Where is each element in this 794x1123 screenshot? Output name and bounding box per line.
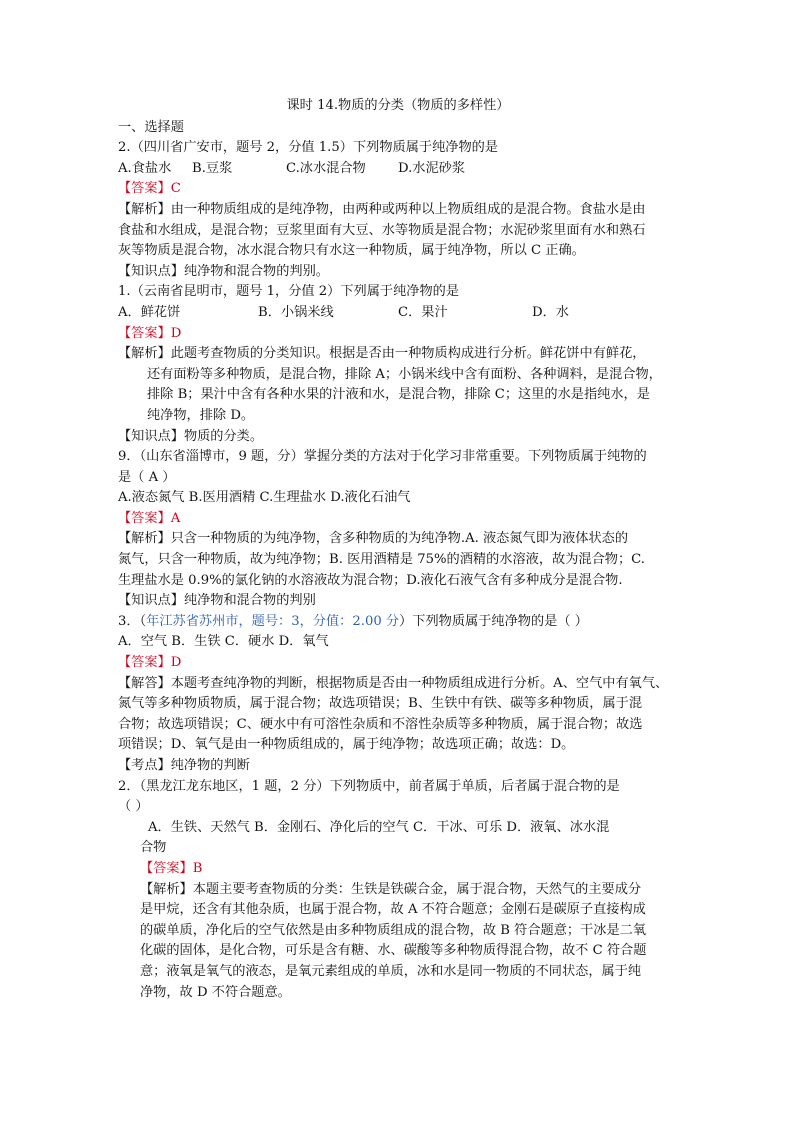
- q2-stem: 1.（云南省昆明市，题号 1，分值 2）下列属于纯净物的是: [118, 284, 460, 300]
- answer-value: D: [170, 655, 182, 671]
- analysis-line: 排除 B；果汁中含有各种水果的汁液和水，是混合物，排除 C；这里的水是指纯水，是: [147, 387, 650, 403]
- q5-answer: [140, 859, 678, 880]
- analysis-line: 还有面粉等多种物质，是混合物，排除 A；小锅米线中含有面粉、各种调料，是混合物，: [147, 366, 662, 382]
- q5-options-line: A．生铁、天然气 B．金刚石、净化后的空气 C．干冰、可乐 D．液氧、冰水混: [148, 819, 610, 835]
- q3-options: A.液态氮气 B.医用酒精 C.生理盐水 D.液化石油气: [118, 490, 411, 506]
- analysis-label: 【解析】: [140, 881, 193, 897]
- q5-stem-line: （ ）: [118, 799, 149, 815]
- analysis-label: 【解答】: [118, 675, 171, 691]
- q4-stem-source: 年江苏省苏州市，题号：3，分值：2.00 分: [146, 613, 400, 629]
- analysis-line: 此题考查物质的分类知识。根据是否由一种物质构成进行分析。鲜花饼中有鲜花，: [170, 346, 646, 362]
- answer-label: 【答案】: [140, 860, 193, 876]
- q4-stem-prefix: 3．（: [118, 613, 147, 629]
- kp-label: 【知识点】: [118, 593, 184, 609]
- q1-knowledge-point: [118, 262, 678, 283]
- analysis-line: 只含一种物质的为纯净物，含多种物质的为纯净物.A. 液态氮气即为液体状态的: [170, 531, 629, 547]
- q1-option-a: A.食盐水: [118, 160, 172, 176]
- answer-value: D: [170, 325, 182, 341]
- answer-value: B: [192, 860, 203, 876]
- analysis-line: 意；液氧是氧气的液态，是氧元素组成的单质，冰和水是同一物质的不同状态，属于纯: [140, 963, 642, 979]
- q3-stem-line: 9．（山东省淄博市，9 题，分）掌握分类的方法对于化学习非常重要。下列物质属于纯物的: [118, 449, 647, 465]
- kp-value: 纯净物和混合物的判别。: [183, 263, 329, 279]
- q1-options: [118, 159, 678, 180]
- analysis-line: 灰等物质是混合物，冰水混合物只有水这一种物质，属于纯净物，所以 C 正确。: [118, 243, 585, 259]
- analysis-line: 本题考查纯净物的判断，根据物质是否由一种物质组成进行分析。A、空气中有氧气、: [170, 675, 669, 691]
- kp-value: 纯净物的判断: [170, 758, 250, 773]
- q5-options-line: 合物: [140, 840, 167, 856]
- analysis-line: 的碳单质，净化后的空气依然是由多种物质组成的混合物，故 B 符合题意；干冰是二氧: [140, 922, 647, 938]
- q3-answer: [118, 509, 678, 530]
- answer-label: 【答案】: [118, 181, 171, 197]
- q4-analysis: [118, 674, 678, 756]
- q2-option-d: D．水: [532, 304, 569, 320]
- q2-knowledge-point: [118, 427, 678, 448]
- q3-analysis: [118, 529, 678, 591]
- q2-option-a: A．鲜花饼: [118, 304, 181, 320]
- q4-answer: [118, 653, 678, 674]
- analysis-line: 氮气等多种物质物质，属于混合物；故选项错误；B、生铁中有铁、碳等多种物质，属于混: [118, 696, 642, 712]
- q4-stem: [118, 612, 678, 633]
- q2-option-c: C．果汁: [398, 304, 448, 320]
- q2-answer: [118, 324, 678, 345]
- answer-label: 【答案】: [118, 510, 171, 526]
- analysis-label: 【解析】: [118, 201, 171, 217]
- q1-analysis: [118, 200, 678, 262]
- analysis-line: 生理盐水是 0.9%的氯化钠的水溶液故为混合物；D.液化石液气含有多种成分是混合物.: [118, 572, 623, 588]
- analysis-label: 【解析】: [118, 531, 171, 547]
- q3-knowledge-point: [118, 591, 678, 612]
- analysis-line: 由一种物质组成的是纯净物，由两种或两种以上物质组成的是混合物。食盐水是由: [170, 201, 646, 217]
- analysis-line: 净物，故 D 不符合题意。: [140, 984, 291, 1000]
- kp-label: 【知识点】: [118, 428, 184, 444]
- q4-knowledge-point: [118, 756, 678, 777]
- answer-value: C: [170, 181, 181, 197]
- analysis-line: 本题主要考查物质的分类：生铁是铁碳合金，属于混合物，天然气的主要成分: [192, 881, 642, 897]
- q5-stem-line: 2．（黑龙江龙东地区，1 题，2 分）下列物质中，前者属于单质，后者属于混合物的是: [118, 778, 620, 794]
- q4-stem-suffix: ）下列物质属于纯净物的是（ ）: [399, 613, 588, 629]
- kp-value: 纯净物和混合物的判别: [183, 593, 316, 609]
- analysis-line: 合物；故选项错误；C、硬水中有可溶性杂质和不溶性杂质等多种物质，属于混合物；故选: [118, 716, 643, 732]
- answer-label: 【答案】: [118, 325, 171, 341]
- document-page: [118, 96, 678, 1003]
- q1-stem: 2.（四川省广安市，题号 2，分值 1.5）下列物质属于纯净物的是: [118, 140, 499, 156]
- q5-analysis: [140, 880, 678, 1004]
- q4-options: A．空气 B．生铁 C．硬水 D．氧气: [118, 634, 329, 650]
- q2-analysis: [118, 344, 678, 426]
- answer-label: 【答案】: [118, 655, 171, 671]
- analysis-line: 食盐和水组成，是混合物；豆浆里面有大豆、水等物质是混合物；水泥砂浆里面有水和熟石: [118, 222, 646, 238]
- analysis-label: 【解析】: [118, 346, 171, 362]
- q1-option-b: B.豆浆: [192, 160, 233, 176]
- answer-value: A: [170, 510, 181, 526]
- analysis-line: 项错误；D、氧气是由一种物质组成的，属于纯净物；故选项正确；故选：D。: [118, 737, 575, 753]
- q5-body: [118, 818, 678, 1003]
- kp-label: 【知识点】: [118, 263, 184, 279]
- q2-options: [118, 303, 678, 324]
- analysis-line: 氮气，只含一种物质，故为纯净物；B. 医用酒精是 75%的酒精的水溶液，故为混合物；C.: [118, 552, 645, 568]
- analysis-line: 化碳的固体，是化合物，可乐是含有糖、水、碳酸等多种物质得混合物，故不 C 符合题: [140, 943, 647, 959]
- q1-answer: [118, 179, 678, 200]
- q2-option-b: B．小锅米线: [258, 304, 334, 320]
- q3-stem-line: 是（ A ）: [118, 469, 176, 485]
- kp-label: 【考点】: [118, 758, 171, 773]
- analysis-line: 是甲烷，还含有其他杂质，也属于混合物，故 A 不符合题意；金刚石是碳原子直接构成: [140, 902, 646, 918]
- q1-option-c: C.冰水混合物: [286, 160, 366, 176]
- analysis-line: 纯净物，排除 D。: [147, 407, 255, 423]
- section-heading: 一、选择题: [118, 119, 184, 135]
- kp-value: 物质的分类。: [183, 428, 264, 444]
- q1-option-d: D.水泥砂浆: [398, 160, 466, 176]
- page-title: 课时 14.物质的分类（物质的多样性）: [286, 98, 510, 113]
